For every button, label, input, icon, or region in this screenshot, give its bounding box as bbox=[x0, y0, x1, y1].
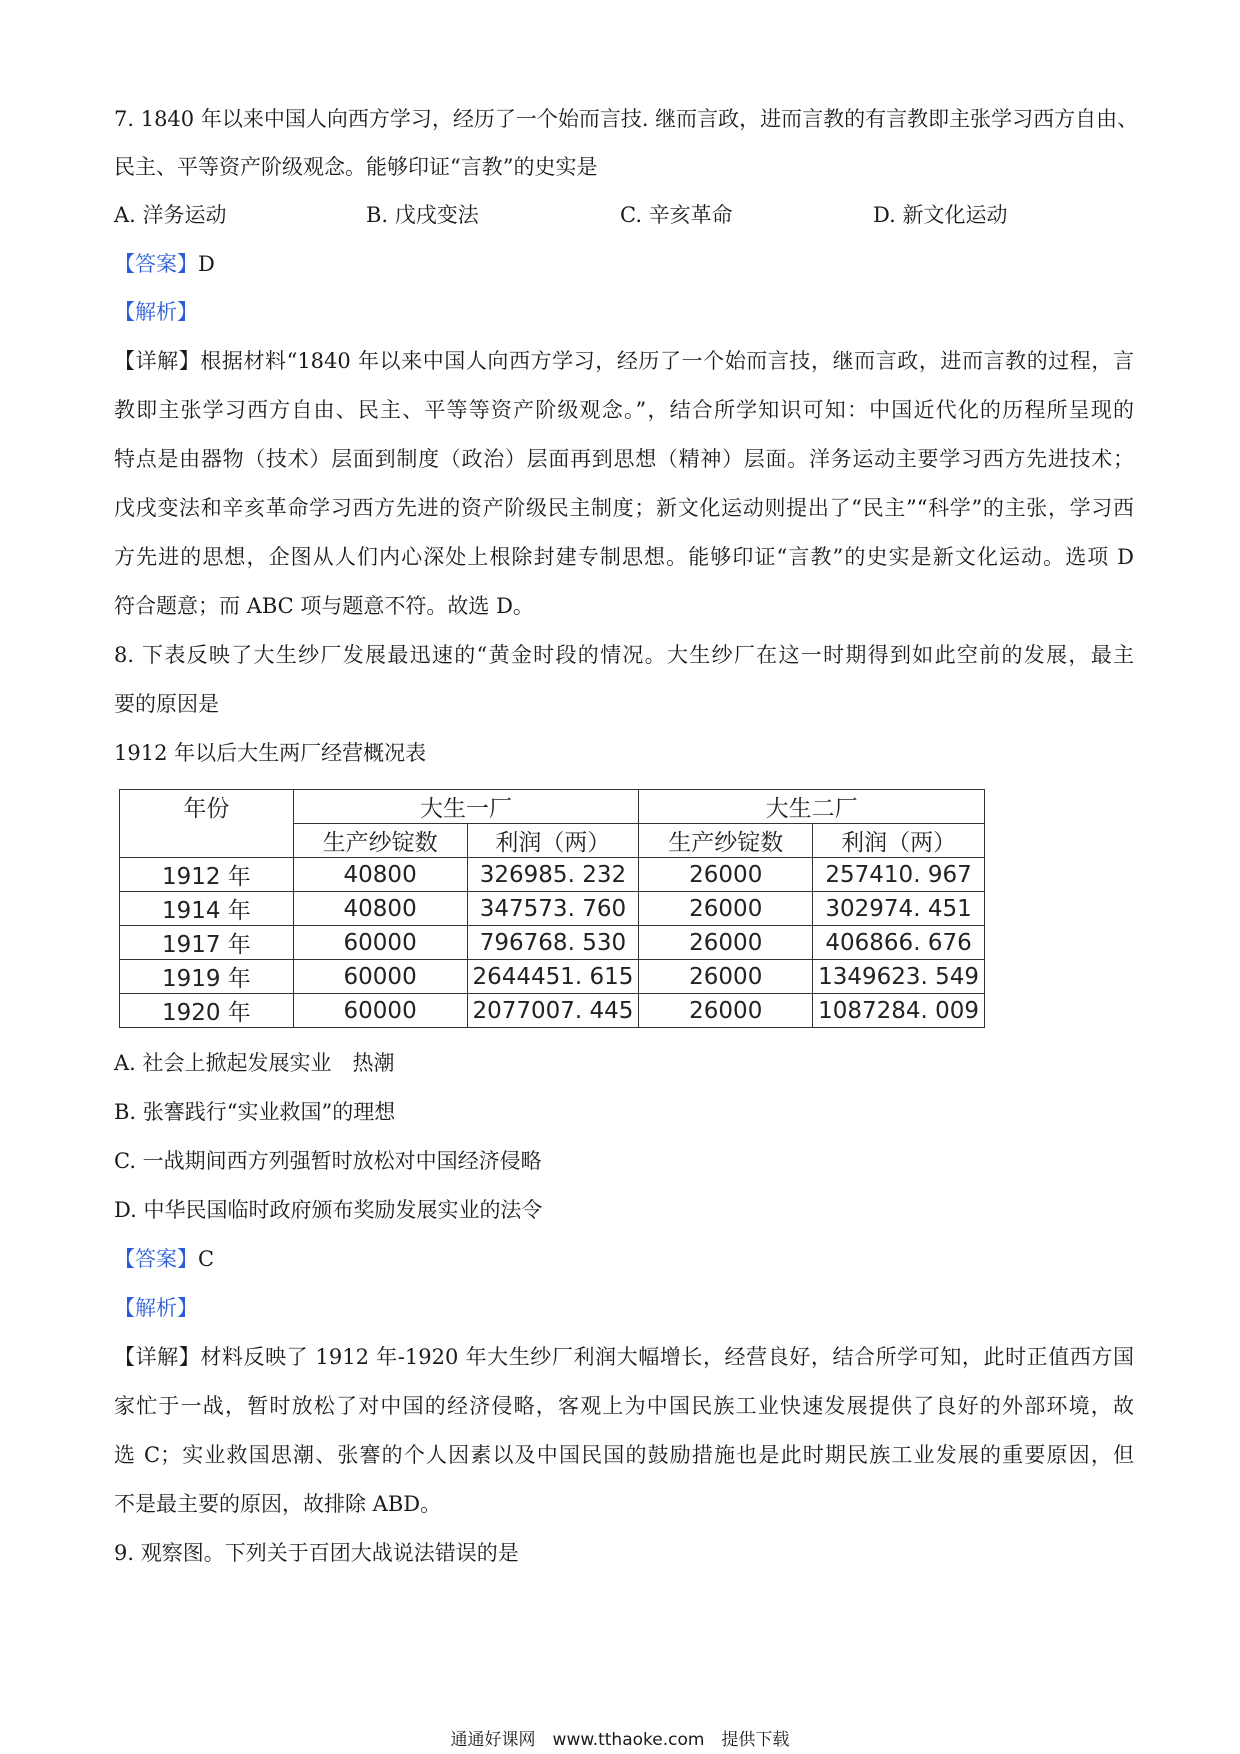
factory-operations-table bbox=[119, 789, 985, 1028]
q8-detail-line-1 bbox=[114, 1342, 1134, 1372]
cell-f1-spindles: 40800 bbox=[293, 892, 467, 926]
cell-f2-profit: 302974. 451 bbox=[813, 892, 985, 926]
q8-answer-value: C bbox=[198, 1247, 215, 1271]
q8-option-b: B. 张謇践行“实业救国”的理想 bbox=[114, 1100, 396, 1124]
cell-f2-profit: 1087284. 009 bbox=[813, 994, 985, 1028]
q8-analysis-line bbox=[114, 1293, 1134, 1323]
q8-answer-line bbox=[114, 1244, 1134, 1274]
q7-option-b: B. 戊戌变法 bbox=[366, 203, 479, 227]
q8-stem-line-1: 8. 下表反映了大生纱厂发展最迅速的“黄金时段的情况。大生纱厂在这一时期得到如此空前的发展，最主 bbox=[114, 643, 1134, 667]
cell-f1-profit: 2644451. 615 bbox=[467, 960, 639, 994]
q8-option-a: A. 社会上掀起发展实业 热潮 bbox=[114, 1051, 395, 1075]
factory2-header: 大生二厂 bbox=[639, 790, 985, 824]
cell-f2-spindles: 26000 bbox=[639, 892, 813, 926]
cell-f1-spindles: 40800 bbox=[293, 858, 467, 892]
cell-f2-spindles: 26000 bbox=[639, 994, 813, 1028]
table-row bbox=[120, 926, 985, 960]
q7-stem-line-2: 民主、平等资产阶级观念。能够印证“言教”的史实是 bbox=[114, 155, 598, 179]
cell-f2-profit: 406866. 676 bbox=[813, 926, 985, 960]
factory1-header: 大生一厂 bbox=[293, 790, 639, 824]
q7-option-c: C. 辛亥革命 bbox=[620, 203, 733, 227]
cell-year: 1919 年 bbox=[120, 960, 294, 994]
cell-f2-spindles: 26000 bbox=[639, 960, 813, 994]
q8-detail-line-3: 选 C；实业救国思潮、张謇的个人因素以及中国民国的鼓励措施也是此时期民族工业发展的重要原因，但 bbox=[114, 1443, 1134, 1467]
q8-detail-text-1: 材料反映了 1912 年-1920 年大生纱厂利润大幅增长，经营良好，结合所学可知，此时正值西方国 bbox=[200, 1345, 1134, 1369]
cell-f1-profit: 796768. 530 bbox=[467, 926, 639, 960]
q7-detail-text-1: 根据材料“1840 年以来中国人向西方学习，经历了一个始而言技，继而言政，进而言教的过程，言 bbox=[200, 349, 1135, 373]
q7-analysis-tag: 【解析】 bbox=[114, 300, 198, 324]
table-row bbox=[120, 858, 985, 892]
q7-detail-line-6: 符合题意；而 ABC 项与题意不符。故选 D。 bbox=[114, 594, 534, 618]
q7-answer-tag: 【答案】 bbox=[114, 252, 198, 276]
table-header-row-1 bbox=[120, 790, 985, 824]
factory2-profit-header: 利润（两） bbox=[813, 824, 985, 858]
q8-stem-line-2: 要的原因是 bbox=[114, 692, 219, 716]
q8-option-d: D. 中华民国临时政府颁布奖励发展实业的法令 bbox=[114, 1198, 543, 1222]
table-row bbox=[120, 994, 985, 1028]
factory2-spindles-header: 生产纱锭数 bbox=[639, 824, 813, 858]
q8-analysis-tag: 【解析】 bbox=[114, 1296, 198, 1320]
cell-f1-spindles: 60000 bbox=[293, 926, 467, 960]
q7-detail-line-3: 特点是由器物（技术）层面到制度（政治）层面再到思想（精神）层面。洋务运动主要学习西方先进技术； bbox=[114, 447, 1134, 471]
q7-detail-line-4: 戊戌变法和辛亥革命学习西方先进的资产阶级民主制度；新文化运动则提出了“民主”“科学”的主张，学习西 bbox=[114, 496, 1134, 520]
cell-f1-profit: 2077007. 445 bbox=[467, 994, 639, 1028]
q8-detail-line-4: 不是最主要的原因，故排除 ABD。 bbox=[114, 1492, 442, 1516]
q7-stem-line-1: 7. 1840 年以来中国人向西方学习，经历了一个始而言技. 继而言政，进而言教的有言教即主张学习西方自由、 bbox=[114, 107, 1139, 131]
table-row bbox=[120, 892, 985, 926]
q8-detail-tag: 【详解】 bbox=[114, 1345, 201, 1369]
cell-f2-spindles: 26000 bbox=[639, 858, 813, 892]
q8-answer-tag: 【答案】 bbox=[114, 1247, 198, 1271]
cell-f2-spindles: 26000 bbox=[639, 926, 813, 960]
cell-f2-profit: 1349623. 549 bbox=[813, 960, 985, 994]
factory1-profit-header: 利润（两） bbox=[467, 824, 639, 858]
q8-detail-line-2: 家忙于一战，暂时放松了对中国的经济侵略，客观上为中国民族工业快速发展提供了良好的外部环境，故 bbox=[114, 1394, 1134, 1418]
cell-year: 1917 年 bbox=[120, 926, 294, 960]
cell-year: 1914 年 bbox=[120, 892, 294, 926]
cell-year: 1912 年 bbox=[120, 858, 294, 892]
q7-option-d: D. 新文化运动 bbox=[873, 203, 1008, 227]
page-footer: 通通好课网 www.tthaoke.com 提供下载 bbox=[450, 1730, 790, 1750]
q9-stem-line-1: 9. 观察图。下列关于百团大战说法错误的是 bbox=[114, 1541, 519, 1565]
q7-detail-line-2: 教即主张学习西方自由、民主、平等等资产阶级观念。”，结合所学知识可知：中国近代化的历程所呈现的 bbox=[114, 398, 1134, 422]
q7-detail-tag: 【详解】 bbox=[114, 349, 201, 373]
cell-f1-spindles: 60000 bbox=[293, 994, 467, 1028]
q7-detail-line-1 bbox=[114, 346, 1134, 376]
cell-f1-profit: 326985. 232 bbox=[467, 858, 639, 892]
q8-table-caption: 1912 年以后大生两厂经营概况表 bbox=[114, 741, 427, 765]
q7-option-a: A. 洋务运动 bbox=[114, 203, 227, 227]
factory1-spindles-header: 生产纱锭数 bbox=[293, 824, 467, 858]
cell-year: 1920 年 bbox=[120, 994, 294, 1028]
q7-detail-line-5: 方先进的思想，企图从人们内心深处上根除封建专制思想。能够印证“言教”的史实是新文化运动。选项 D bbox=[114, 545, 1134, 569]
q7-answer-value: D bbox=[198, 252, 215, 276]
year-header: 年份 bbox=[120, 790, 294, 858]
cell-f2-profit: 257410. 967 bbox=[813, 858, 985, 892]
q7-analysis-line bbox=[114, 297, 1134, 327]
table-row bbox=[120, 960, 985, 994]
q8-option-c: C. 一战期间西方列强暂时放松对中国经济侵略 bbox=[114, 1149, 542, 1173]
cell-f1-profit: 347573. 760 bbox=[467, 892, 639, 926]
cell-f1-spindles: 60000 bbox=[293, 960, 467, 994]
q7-answer-line bbox=[114, 249, 1134, 279]
